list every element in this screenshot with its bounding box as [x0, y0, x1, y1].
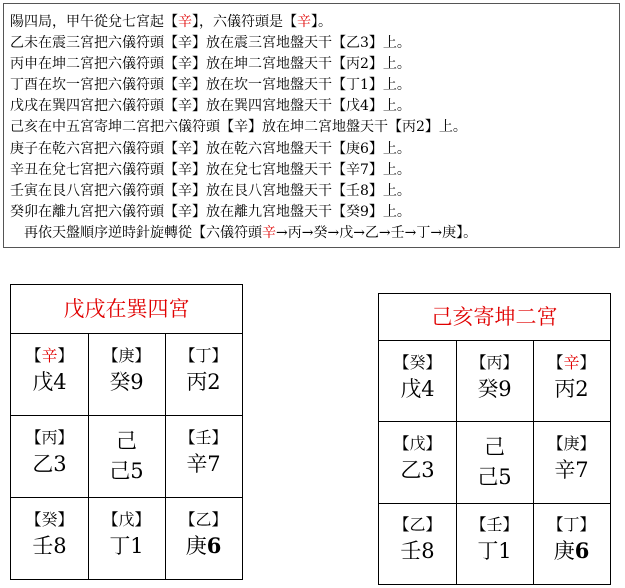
- earth-plate-stem: 癸9: [109, 369, 144, 394]
- grid-title: 己亥寄坤二宮: [379, 294, 610, 341]
- text-line-1: [10, 12, 613, 33]
- earth-plate-stem: 己5: [477, 465, 512, 490]
- heaven-plate-stem: 己: [116, 428, 137, 453]
- palace-cell: [533, 340, 610, 421]
- right-palace-grid: [378, 293, 611, 585]
- earth-plate-stem: 乙3: [32, 451, 67, 476]
- heaven-plate-stem: 【壬】: [470, 515, 519, 535]
- text-line: 辛丑在兌七宮把六儀符頭【辛】放在兌七宮地盤天干【辛7】上。: [10, 161, 411, 178]
- highlight-xin: 辛: [262, 224, 276, 241]
- palace-cell: [533, 421, 610, 502]
- text-line: 庚子在乾六宮把六儀符頭【辛】放在乾六宮地盤天干【庚6】上。: [10, 140, 411, 157]
- heaven-plate-stem: 【庚】: [102, 345, 151, 365]
- palace-cell: [88, 415, 165, 497]
- palace-cell: [379, 421, 456, 502]
- palace-cell: [88, 333, 165, 415]
- heaven-plate-stem: 【戊】: [102, 509, 151, 529]
- palace-cell: [11, 415, 88, 497]
- earth-plate-stem: 己5: [109, 458, 144, 483]
- text-fragment: →丙→癸→戊→乙→壬→丁→庚】。: [276, 224, 478, 241]
- earth-plate-stem: 乙3: [400, 458, 435, 483]
- palace-cell: [11, 497, 88, 579]
- heaven-plate-stem: 【乙】: [179, 509, 228, 529]
- palace-cell: [165, 415, 242, 497]
- heaven-plate-stem: 【丁】: [179, 345, 228, 365]
- text-fragment: 】。: [311, 14, 332, 30]
- palace-cell: [88, 497, 165, 579]
- earth-plate-stem: 丙2: [554, 376, 589, 401]
- text-line-last: [10, 223, 613, 244]
- text-fragment: 】，六儀符頭是【: [192, 14, 297, 30]
- palace-cell: [533, 503, 610, 584]
- text-fragment: 再依天盤順序逆時針旋轉從【六儀符頭: [10, 224, 262, 241]
- palace-cell: [379, 340, 456, 421]
- earth-plate-stem: 丙2: [186, 369, 221, 394]
- palace-cell: [456, 503, 533, 584]
- earth-plate-stem: 庚6: [553, 538, 590, 564]
- earth-plate-stem: 戊4: [400, 376, 435, 401]
- heaven-plate-stem: 【庚】: [547, 434, 596, 454]
- heaven-plate-stem: 【丁】: [547, 515, 596, 535]
- heaven-plate-stem: 【癸】: [25, 509, 74, 529]
- palace-cell: [165, 333, 242, 415]
- heaven-plate-stem: 【辛】: [25, 345, 74, 365]
- earth-plate-stem: 庚6: [185, 532, 222, 558]
- text-line: 丙申在坤二宮把六儀符頭【辛】放在坤二宮地盤天干【丙2】上。: [10, 56, 411, 73]
- text-line: 壬寅在艮八宮把六儀符頭【辛】放在艮八宮地盤天干【壬8】上。: [10, 182, 411, 199]
- palace-cell: [456, 340, 533, 421]
- text-line: 丁酉在坎一宮把六儀符頭【辛】放在坎一宮地盤天干【丁1】上。: [10, 77, 411, 94]
- text-fragment: 陽四局，甲午從兌七宮起【: [10, 14, 178, 30]
- earth-plate-stem: 辛7: [554, 458, 589, 483]
- earth-plate-stem: 戊4: [32, 369, 67, 394]
- earth-plate-stem: 丁1: [109, 533, 144, 558]
- earth-plate-stem: 壬8: [400, 539, 435, 564]
- highlight-xin: 辛: [297, 14, 311, 30]
- palace-cell: [11, 333, 88, 415]
- earth-plate-stem: 壬8: [32, 533, 67, 558]
- explanation-text-box: [3, 3, 620, 248]
- heaven-plate-stem: 【戊】: [393, 434, 442, 454]
- palace-cell: [165, 497, 242, 579]
- palace-cell: [456, 421, 533, 502]
- palace-cell: [379, 503, 456, 584]
- highlight-xin: 辛: [178, 14, 192, 30]
- earth-plate-stem: 丁1: [477, 539, 512, 564]
- heaven-plate-stem: 【丙】: [470, 352, 519, 372]
- heaven-plate-stem: 【丙】: [25, 427, 74, 447]
- text-line: 癸卯在離九宮把六儀符頭【辛】放在離九宮地盤天干【癸9】上。: [10, 203, 411, 220]
- left-palace-grid: [10, 284, 243, 580]
- heaven-plate-stem: 【癸】: [393, 352, 442, 372]
- heaven-plate-stem: 己: [484, 435, 505, 460]
- earth-plate-stem: 癸9: [477, 376, 512, 401]
- heaven-plate-stem: 【壬】: [179, 427, 228, 447]
- text-line: 己亥在中五宮寄坤二宮把六儀符頭【辛】放在坤二宮地盤天干【丙2】上。: [10, 119, 467, 136]
- earth-plate-stem: 辛7: [186, 451, 221, 476]
- grid-title: 戊戌在巽四宮: [11, 285, 242, 334]
- text-line: 乙未在震三宮把六儀符頭【辛】放在震三宮地盤天干【乙3】上。: [10, 35, 411, 52]
- heaven-plate-stem: 【乙】: [393, 515, 442, 535]
- heaven-plate-stem: 【辛】: [547, 352, 596, 372]
- text-line: 戊戌在巽四宮把六儀符頭【辛】放在巽四宮地盤天干【戊4】上。: [10, 98, 411, 115]
